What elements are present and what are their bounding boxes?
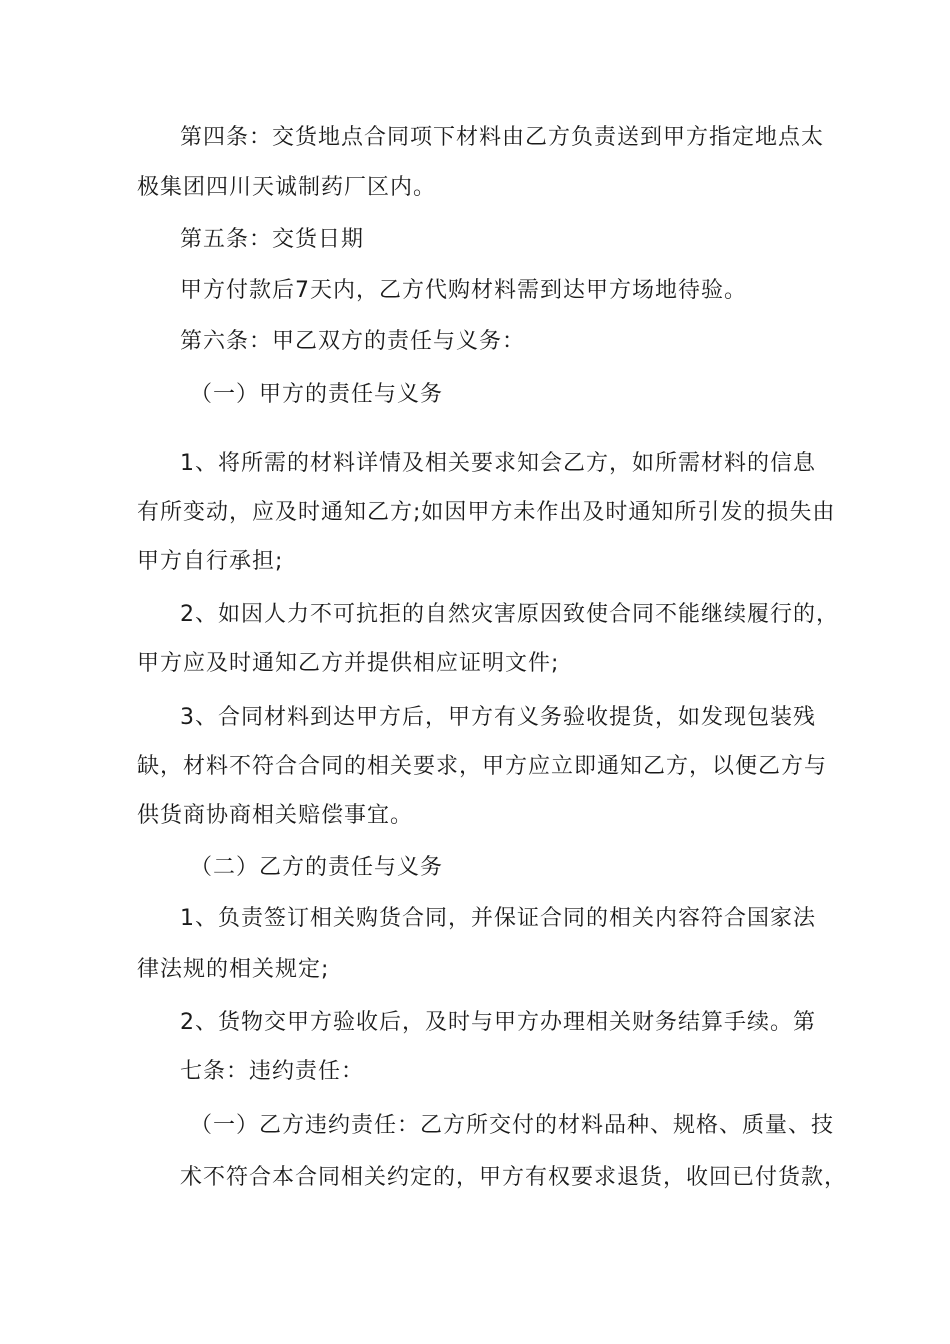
party-a-item-2-line-2: 甲方应及时通知乙方并提供相应证明文件;: [137, 651, 560, 676]
party-b-item-2-line-2: 七条：违约责任：: [180, 1059, 365, 1084]
article-6-heading: 第六条：甲乙双方的责任与义务：: [180, 329, 526, 354]
party-a-item-2-line-1: 2、如因人力不可抗拒的自然灾害原因致使合同不能继续履行的，: [180, 602, 839, 627]
party-a-item-1-line-3: 甲方自行承担;: [137, 549, 284, 574]
section-party-a-heading: （一）甲方的责任与义务: [190, 382, 444, 407]
party-b-item-1-line-2: 律法规的相关规定;: [137, 957, 330, 982]
breach-party-b-line-2: 术不符合本合同相关约定的，甲方有权要求退货，收回已付货款，: [180, 1165, 848, 1190]
article-4-line-2: 极集团四川天诚制药厂区内。: [137, 175, 437, 200]
party-b-item-1-line-1: 1、负责签订相关购货合同，并保证合同的相关内容符合国家法: [180, 906, 816, 931]
party-a-item-3-line-2: 缺，材料不符合合同的相关要求，甲方应立即通知乙方，以便乙方与: [137, 754, 828, 779]
article-5-heading: 第五条：交货日期: [180, 227, 365, 252]
party-a-item-1-line-1: 1、将所需的材料详情及相关要求知会乙方，如所需材料的信息: [180, 451, 816, 476]
party-a-item-3-line-3: 供货商协商相关赔偿事宜。: [137, 803, 414, 828]
party-a-item-1-line-2: 有所变动，应及时通知乙方;如因甲方未作出及时通知所引发的损失由: [137, 500, 836, 525]
article-5-body: 甲方付款后7天内，乙方代购材料需到达甲方场地待验。: [180, 278, 747, 303]
section-party-b-heading: （二）乙方的责任与义务: [190, 855, 444, 880]
article-4-line-1: 第四条：交货地点合同项下材料由乙方负责送到甲方指定地点太: [180, 125, 825, 150]
party-b-item-2-line-1: 2、货物交甲方验收后，及时与甲方办理相关财务结算手续。第: [180, 1010, 816, 1035]
party-a-item-3-line-1: 3、合同材料到达甲方后，甲方有义务验收提货，如发现包装残: [180, 705, 816, 730]
breach-party-b-line-1: （一）乙方违约责任：乙方所交付的材料品种、规格、质量、技: [190, 1113, 835, 1138]
